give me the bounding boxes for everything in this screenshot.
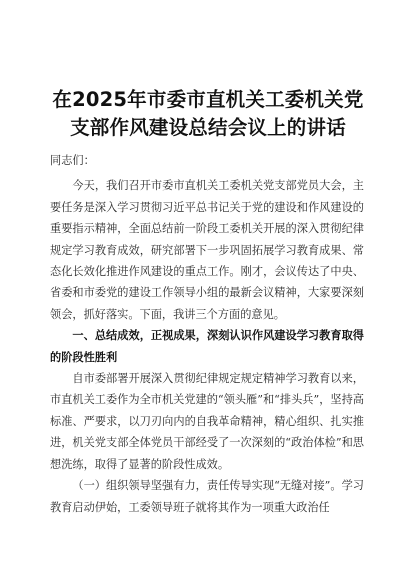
salutation: 同志们： [50, 154, 95, 167]
section-1-paragraph: 自市委部署开展深入贯彻纪律规定规定精神学习教育以来，市直机关工委作为全市机关党建的“领头雁”和“排头兵”，坚持高标准、严要求，以刀刃向内的自我革命精神，精心组织、扎实推进，机关党支部全体党员干部经受了一次深刻的“政治体检”和思想洗练，取得了显著的阶段性成效。 [50, 372, 364, 471]
section-heading-1: 一、总结成效，正视成果，深刻认识作风建设学习教育取得的阶段性胜利 [50, 329, 364, 364]
intro-paragraph: 今天，我们召开市委市直机关工委机关党支部党员大会，主要任务是深入学习贯彻习近平总书记关于党的建设和作风建设的重要指示精神，全面总结前一阶段工委机关开展的深入贯彻纪律规定学习教育成效，研究部署下一步巩固拓展学习教育成果、常态化长效化推进作风建设的重点工作。刚才，会议传达了中央、省委和市委党的建设工作领导小组的最新会议精神，大家要深刻领会，抓好落实。下面，我讲三个方面的意见。 [50, 179, 364, 321]
document-title: 在2025年市委市直机关工委机关党支部作风建设总结会议上的讲话 [52, 88, 364, 139]
subsection-1-paragraph: （一）组织领导坚强有力，责任传导实现“无缝对接”。学习教育启动伊始，工委领导班子就将其作为一项重大政治任 [50, 479, 364, 514]
document-body [50, 150, 364, 518]
